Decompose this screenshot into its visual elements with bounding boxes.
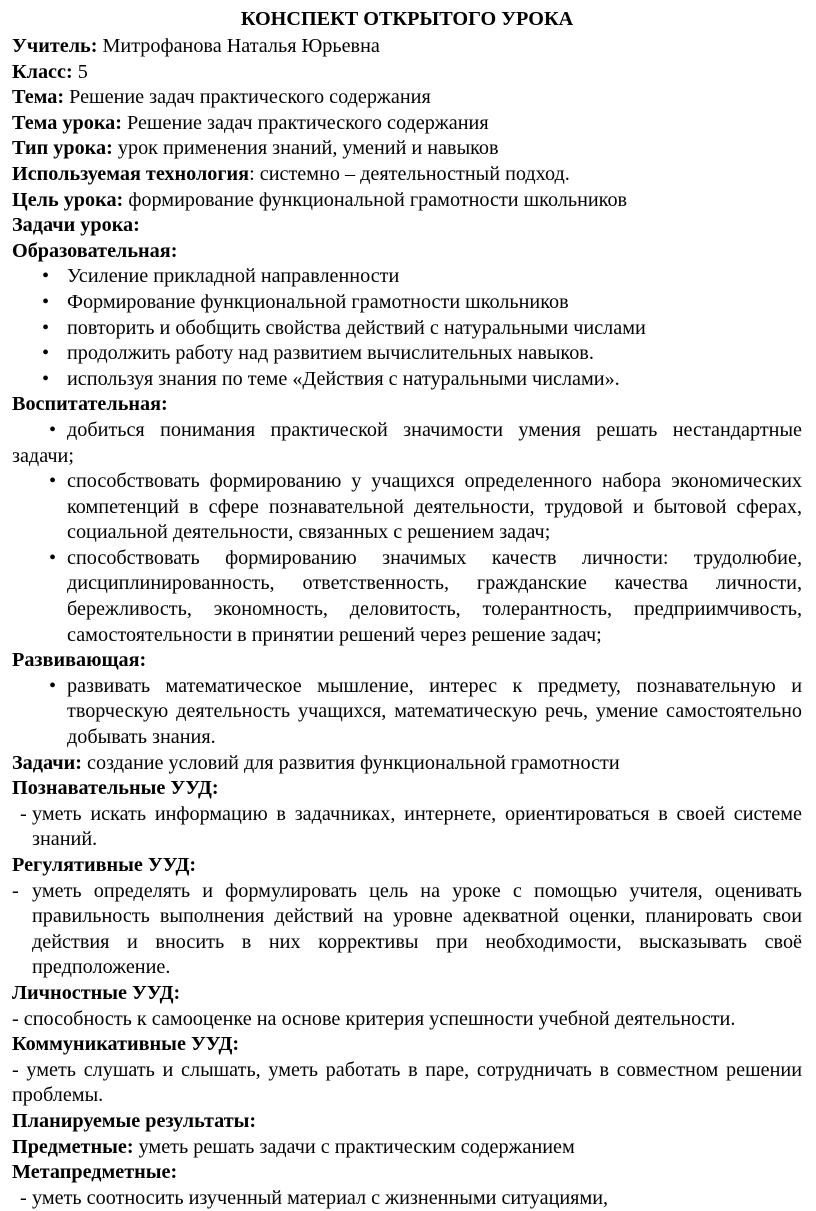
communicative-heading: Коммуникативные УУД: (12, 1033, 240, 1056)
list-item: • развивать математическое мышление, интерес к предмету, познавательную и творческую деятельность учащихся, математическую речь, умение самостоятельно добывать знания. (12, 674, 802, 751)
field-value: : системно – деятельностный подход. (249, 162, 570, 185)
educational-heading: Образовательная: (12, 239, 178, 262)
field-label: Тема урока: (12, 111, 122, 134)
field-label: Учитель: (12, 35, 98, 57)
list-item: добиться понимания практической значимости умения решать нестандартные задачи; • (12, 418, 802, 467)
field-label: Используемая технология (12, 162, 250, 185)
upbringing-heading: Воспитательная: (12, 393, 168, 416)
field-value: Митрофанова Наталья Юрьевна (97, 35, 380, 57)
goals-label: Задачи: (12, 751, 82, 774)
dash-mark: - (20, 802, 27, 825)
field-lesson-topic (12, 111, 802, 137)
regulative-text-block (12, 879, 802, 981)
list-item: • продолжить работу над развитием вычислительных навыков. (12, 341, 802, 367)
dash-mark: - (12, 879, 19, 902)
cognitive-heading: Познавательные УУД: (12, 777, 219, 800)
field-teacher (12, 34, 802, 60)
goals-value: создание условий для развития функциональной грамотности (82, 751, 620, 774)
cognitive-text: уметь искать информацию в задачниках, интернете, ориентироваться в своей системе знаний. (32, 802, 802, 851)
field-value: формирование функциональной грамотности школьников (123, 188, 628, 211)
field-class (12, 60, 802, 86)
field-value: 5 (72, 60, 88, 83)
dash-mark: - (20, 1186, 27, 1209)
personal-text: - способность к самооценке на основе критерия успешности учебной деятельности. (12, 1007, 736, 1030)
list-item: • способствовать формированию значимых качеств личности: трудолюбие, дисциплинированность, ответственность, гражданские качества личности, бережливость, экономность, деловитость, толерантность, предприимчивость, самостоятельности в принятии решений через решение задач; (12, 546, 802, 648)
regulative-text: уметь определять и формулировать цель на уроке с помощью учителя, оценивать правильность выполнения действий на уровне адекватной оценки, планировать свои действия и вносить в них коррективы при необходимости, высказывать своё предположение. (32, 879, 802, 979)
meta-heading: Метапредметные: (12, 1161, 178, 1184)
communicative-text: - уметь слушать и слышать, уметь работать в паре, сотрудничать в совместном решении проблемы. (12, 1058, 802, 1107)
field-lesson-goal (12, 188, 802, 214)
list-item: • способствовать формированию у учащихся определенного набора экономических компетенций в сфере познавательной деятельности, трудовой и бытовой сферах, социальной деятельности, связанных с решением задач; (12, 469, 802, 546)
personal-heading: Личностные УУД: (12, 981, 181, 1004)
field-label: Класс: (12, 60, 73, 83)
bullet-mark: • (49, 418, 57, 441)
educational-list (12, 264, 802, 392)
list-item: • используя знания по теме «Действия с натуральными числами». (12, 367, 802, 393)
developing-heading: Развивающая: (12, 649, 147, 672)
developing-list (12, 674, 802, 751)
field-technology (12, 162, 802, 188)
field-value: Решение задач практического содержания (64, 86, 431, 109)
document-title: КОНСПЕКТ ОТКРЫТОГО УРОКА (240, 8, 574, 30)
tasks-heading: Задачи урока: (12, 214, 140, 237)
regulative-heading: Регулятивные УУД: (12, 854, 197, 876)
subject-results-label: Предметные: (12, 1135, 134, 1158)
meta-text-block (12, 1186, 802, 1211)
field-label: Тип урока: (12, 137, 113, 160)
list-item: • Усиление прикладной направленности (12, 264, 802, 290)
list-item: • Формирование функциональной грамотности школьников (12, 290, 802, 316)
field-label: Тема: (12, 86, 65, 109)
subject-results-value: уметь решать задачи с практическим содержанием (133, 1135, 575, 1158)
field-value: урок применения знаний, умений и навыков (112, 137, 499, 160)
field-lesson-type (12, 136, 802, 162)
planned-heading: Планируемые результаты: (12, 1109, 257, 1132)
meta-text: уметь соотносить изученный материал с жизненными ситуациями, (32, 1186, 609, 1209)
field-topic (12, 85, 802, 111)
field-value: Решение задач практического содержания (121, 111, 489, 134)
upbringing-list (12, 418, 802, 648)
cognitive-text-block (12, 802, 802, 853)
list-item: • повторить и обобщить свойства действий с натуральными числами (12, 316, 802, 342)
subject-results-line (12, 1135, 802, 1161)
goals-line (12, 751, 802, 777)
field-label: Цель урока: (12, 188, 124, 211)
